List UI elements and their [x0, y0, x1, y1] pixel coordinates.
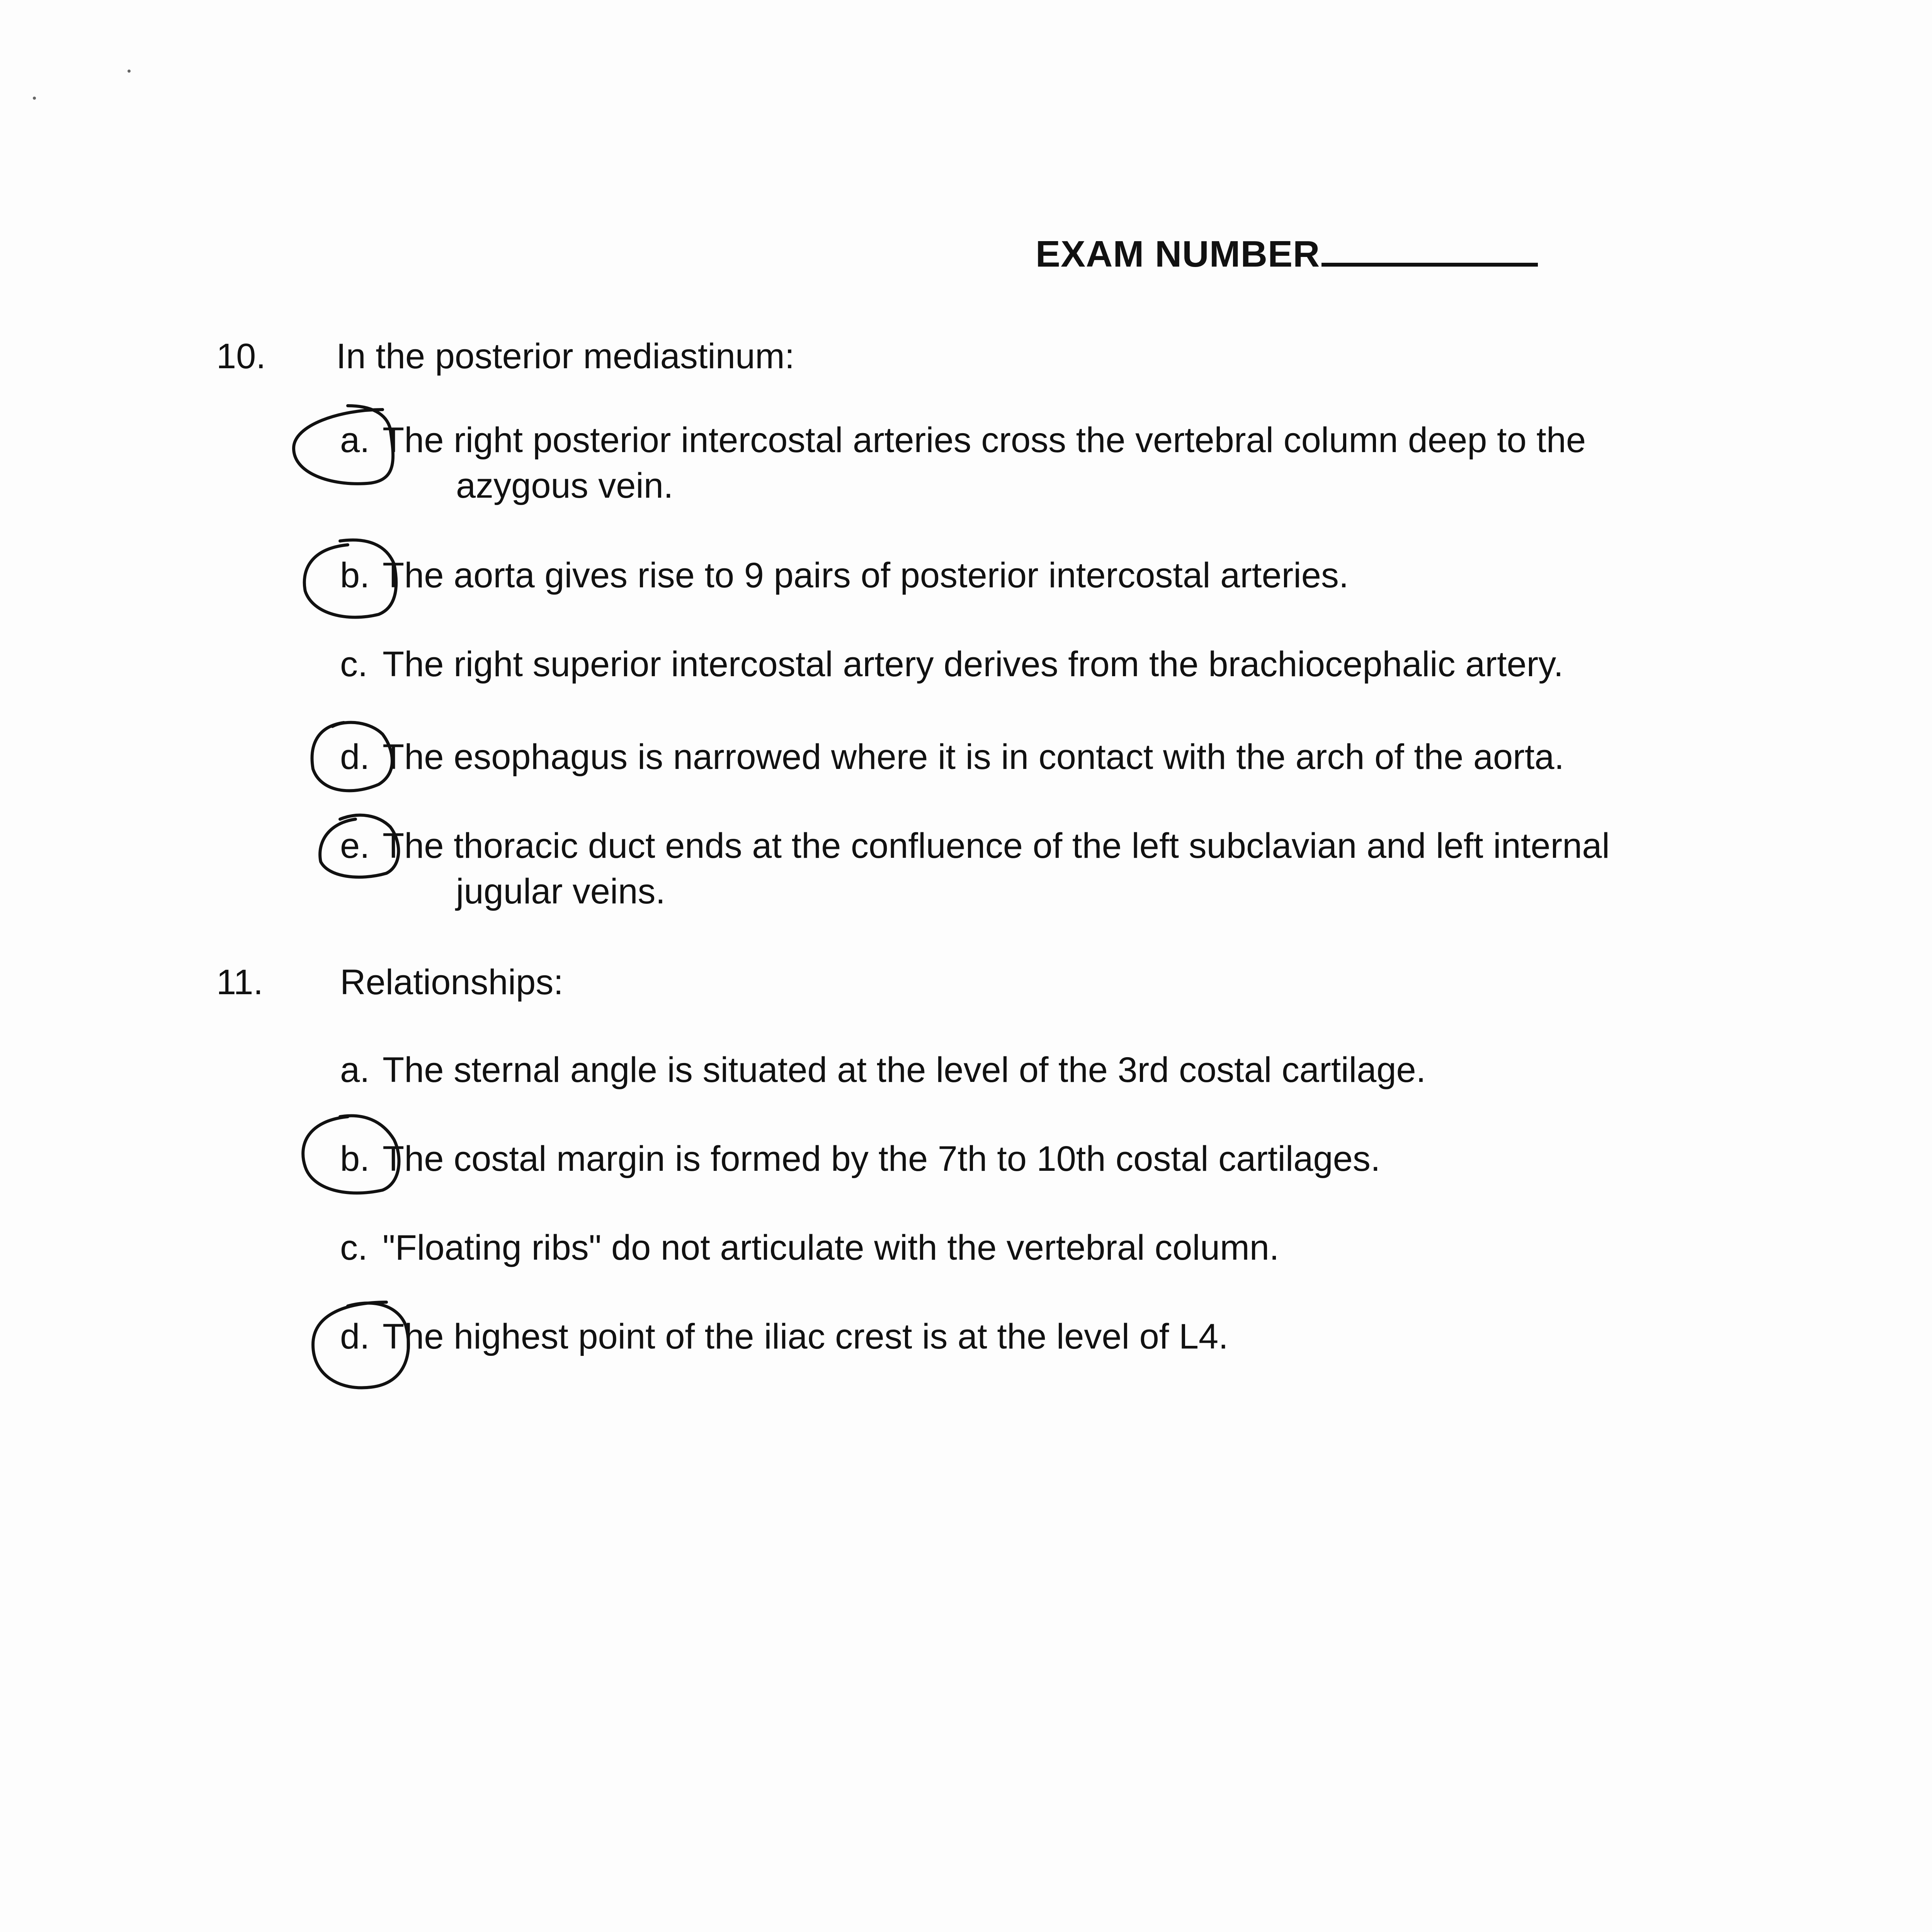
question-10-option-a[interactable] [340, 417, 1586, 509]
option-text: The right superior intercostal artery derives from the brachiocephalic artery. [383, 645, 1564, 684]
question-10-number: 10. [216, 337, 266, 376]
question-11-number: 11. [216, 963, 264, 1002]
option-letter: c. [340, 1228, 368, 1267]
option-letter: b. [340, 1139, 370, 1179]
option-letter: d. [340, 1317, 370, 1356]
option-text-continued: azygous vein. [456, 466, 673, 505]
question-10-option-b[interactable] [340, 553, 1349, 598]
question-11-option-a[interactable] [340, 1047, 1426, 1093]
option-letter: c. [340, 645, 368, 684]
question-11-stem: Relationships: [340, 963, 563, 1002]
option-text: The highest point of the iliac crest is at the level of L4. [383, 1317, 1228, 1356]
question-10-stem: In the posterior mediastinum: [336, 337, 795, 376]
option-text: The sternal angle is situated at the level of the 3rd costal cartilage. [383, 1050, 1426, 1090]
option-text: The thoracic duct ends at the confluence of the left subclavian and left internal [383, 826, 1610, 866]
question-10-option-c[interactable] [340, 641, 1563, 687]
question-11-option-d[interactable] [340, 1314, 1228, 1359]
scan-speck [128, 70, 131, 73]
option-text: "Floating ribs" do not articulate with the vertebral column. [383, 1228, 1279, 1267]
option-letter: d. [340, 737, 370, 777]
option-text: The right posterior intercostal arteries cross the vertebral column deep to the [383, 420, 1586, 460]
exam-number-label: EXAM NUMBER [1036, 233, 1320, 275]
option-text: The costal margin is formed by the 7th to 10th costal cartilages. [383, 1139, 1381, 1179]
question-10-option-d[interactable] [340, 734, 1564, 780]
option-text-continued: jugular veins. [456, 872, 666, 911]
option-letter: b. [340, 556, 370, 595]
option-letter: a. [340, 1050, 370, 1090]
option-text: The esophagus is narrowed where it is in contact with the arch of the aorta. [383, 737, 1565, 777]
question-11-option-b[interactable] [340, 1136, 1380, 1182]
scan-speck [33, 97, 36, 100]
exam-number-blank[interactable] [1321, 232, 1538, 267]
option-text: The aorta gives rise to 9 pairs of posterior intercostal arteries. [383, 556, 1349, 595]
option-letter: e. [340, 826, 370, 866]
option-letter: a. [340, 420, 370, 460]
exam-number-field[interactable] [1036, 232, 1538, 276]
question-11-option-c[interactable] [340, 1225, 1279, 1270]
question-10-option-e[interactable] [340, 823, 1610, 914]
